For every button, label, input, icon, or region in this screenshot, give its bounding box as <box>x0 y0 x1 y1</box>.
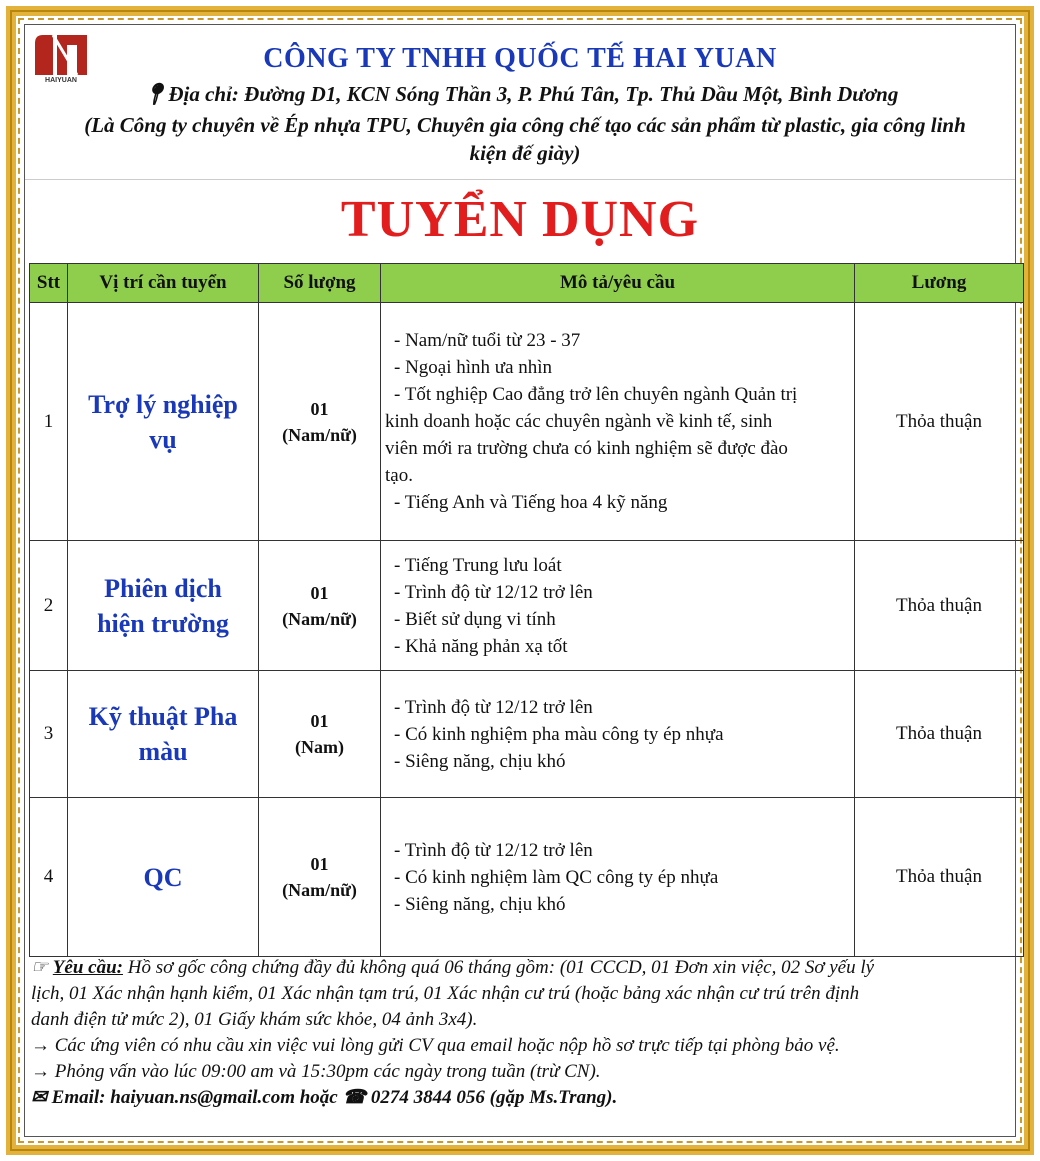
mail-icon: ✉ <box>31 1087 47 1108</box>
table-row <box>30 303 1024 541</box>
page-title: TUYỂN DỤNG <box>340 191 700 248</box>
row-salary: Thỏa thuận <box>855 541 1024 671</box>
row-requirements: - Trình độ từ 12/12 trở lên - Có kinh nghiệm pha màu công ty ép nhựa - Siêng năng, chịu khó <box>381 671 855 798</box>
table-row <box>30 798 1024 957</box>
requirements-note-line2: lịch, 01 Xác nhận hạnh kiểm, 01 Xác nhận tạm trú, 01 Xác nhận cư trú (hoặc bảng xác nhận cư trú trên định <box>31 983 860 1004</box>
row-position: Trợ lý nghiệp vụ <box>68 303 259 541</box>
cv-instructions: → Các ứng viên có nhu cầu xin việc vui lòng gửi CV qua email hoặc nộp hồ sơ trực tiếp tại phòng bảo vệ. <box>31 1035 840 1056</box>
row-quantity: 01 (Nam) <box>259 671 381 798</box>
pin-icon: 📍︎ <box>141 82 169 106</box>
interview-schedule: → Phỏng vấn vào lúc 09:00 am và 15:30pm các ngày trong tuần (trừ CN). <box>31 1061 601 1082</box>
poster <box>24 24 1016 1137</box>
requirements-note: ☞ Yêu cầu: Hồ sơ gốc công chứng đầy đủ không quá 06 tháng gồm: (01 CCCD, 01 Đơn xin việc, 02 Sơ yếu lý <box>31 957 875 978</box>
table-header-row <box>30 264 1024 303</box>
row-salary: Thỏa thuận <box>855 303 1024 541</box>
logo-text: HAIYUAN <box>45 77 77 84</box>
header <box>25 25 1015 175</box>
row-position: Kỹ thuật Pha màu <box>68 671 259 798</box>
company-description: (Là Công ty chuyên về Ép nhựa TPU, Chuyên gia công chế tạo các sản phẩm từ plastic, gia công linh kiện đế giày) <box>84 113 966 165</box>
row-salary: Thỏa thuận <box>855 798 1024 957</box>
row-quantity: 01 (Nam/nữ) <box>259 541 381 671</box>
row-stt: 4 <box>30 798 68 957</box>
header-salary: Lương <box>855 264 1024 303</box>
contact-email[interactable]: Email: haiyuan.ns@gmail.com hoặc ☎ 0274 3844 056 (gặp Ms.Trang). <box>51 1087 618 1108</box>
row-stt: 2 <box>30 541 68 671</box>
decorative-border <box>6 6 1034 1155</box>
table-row <box>30 541 1024 671</box>
header-position: Vị trí cần tuyển <box>68 264 259 303</box>
requirements-note-line3: danh điện tử mức 2), 01 Giấy khám sức khỏe, 04 ảnh 3x4). <box>31 1009 478 1030</box>
pointing-hand-icon: ☞ <box>31 957 49 978</box>
footer-notes <box>31 955 1005 1111</box>
row-requirements: - Trình độ từ 12/12 trở lên - Có kinh nghiệm làm QC công ty ép nhựa - Siêng năng, chịu khó <box>381 798 855 957</box>
company-address: 📍︎Địa chỉ: Đường D1, KCN Sóng Thần 3, P. Phú Tân, Tp. Thủ Dầu Một, Bình Dương <box>141 82 899 106</box>
row-stt: 1 <box>30 303 68 541</box>
row-quantity: 01 (Nam/nữ) <box>259 303 381 541</box>
table-row <box>30 671 1024 798</box>
header-quantity: Số lượng <box>259 264 381 303</box>
company-name: CÔNG TY TNHH QUỐC TẾ HAI YUAN <box>263 43 777 74</box>
row-salary: Thỏa thuận <box>855 671 1024 798</box>
row-requirements: - Nam/nữ tuổi từ 23 - 37 - Ngoại hình ưa nhìn - Tốt nghiệp Cao đẳng trở lên chuyên ngành Quản trị kinh doanh hoặc các chuyên ngành về kinh tế, sinh viên mới ra trường chưa có kinh nghiệm sẽ được đào tạo. - Tiếng Anh và Tiếng hoa 4 kỹ năng <box>381 303 855 541</box>
header-stt: Stt <box>30 264 68 303</box>
row-stt: 3 <box>30 671 68 798</box>
contact-line <box>31 1085 1005 1111</box>
row-position: QC <box>68 798 259 957</box>
header-description: Mô tả/yêu cầu <box>381 264 855 303</box>
row-quantity: 01 (Nam/nữ) <box>259 798 381 957</box>
jobs-table <box>29 263 1024 957</box>
divider <box>25 179 1015 180</box>
row-position: Phiên dịch hiện trường <box>68 541 259 671</box>
row-requirements: - Tiếng Trung lưu loát - Trình độ từ 12/12 trở lên - Biết sử dụng vi tính - Khả năng phản xạ tốt <box>381 541 855 671</box>
